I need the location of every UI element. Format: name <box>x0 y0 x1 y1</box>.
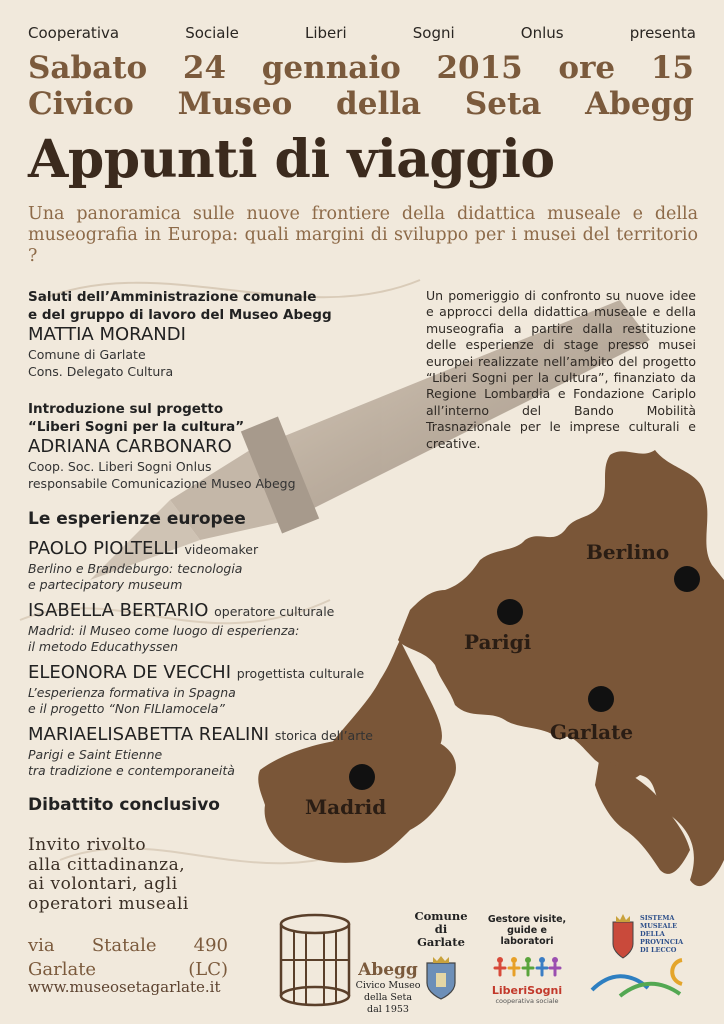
speaker-role: Comune di Garlate <box>28 347 146 362</box>
address-word: 490 <box>193 935 228 956</box>
speaker-name: ADRIANA CARBONARO <box>28 436 232 457</box>
presenter-word: Onlus <box>520 24 564 42</box>
page-title: Appunti di viaggio <box>28 129 555 190</box>
talk-title: Parigi e Saint Etienne <box>28 747 163 762</box>
presenter-word: Liberi <box>305 24 347 42</box>
museum-logo-since: dal 1953 <box>367 1004 409 1015</box>
speaker-role: videomaker <box>184 542 259 557</box>
sistema-label: DELLA PROVINCIA <box>640 930 684 946</box>
city-label-madrid: Madrid <box>305 795 387 819</box>
date-word: gennaio <box>261 50 401 86</box>
venue-word: Abegg <box>585 86 694 122</box>
museum-logo-icon <box>276 912 354 1010</box>
venue-word: Museo <box>177 86 293 122</box>
speaker-role: Cons. Delegato Cultura <box>28 364 174 379</box>
speaker-name: PAOLO PIOLTELLI <box>28 538 179 559</box>
invite-line <box>28 836 228 856</box>
closing-title: Dibattito conclusivo <box>28 795 220 815</box>
lake-waves-icon <box>590 950 698 1002</box>
speaker-name: MATTIA MORANDI <box>28 324 186 345</box>
speaker-role: Coop. Soc. Liberi Sogni Onlus <box>28 459 212 474</box>
event-venue <box>28 86 694 122</box>
speaker-name: ISABELLA BERTARIO <box>28 600 209 621</box>
comune-label: di Garlate <box>417 922 465 949</box>
gestore-label: guide e laboratori <box>500 925 554 947</box>
date-word: ore <box>558 50 616 86</box>
speaker-block <box>28 600 408 655</box>
address-word: Statale <box>91 935 157 956</box>
city-label-parigi: Parigi <box>464 630 532 654</box>
speaker-role: responsabile Comunicazione Museo Abegg <box>28 476 296 491</box>
liberi-sogni-sub: cooperativa sociale <box>495 997 559 1005</box>
city-marker-berlino <box>674 566 700 592</box>
section-title: Le esperienze europee <box>28 509 246 529</box>
greetings-block <box>28 288 408 380</box>
speaker-block <box>28 662 408 717</box>
coat-of-arms-icon <box>421 953 461 1001</box>
date-word: 2015 <box>436 50 523 86</box>
speaker-name: MARIAELISABETTA REALINI <box>28 724 270 745</box>
invitation-text <box>28 836 228 914</box>
venue-word: Seta <box>464 86 542 122</box>
invite-line: alla cittadinanza, <box>28 854 186 875</box>
speaker-block <box>28 538 408 593</box>
talk-title: Madrid: il Museo come luogo di esperienza: <box>28 623 300 638</box>
page-subtitle: Una panoramica sulle nuove frontiere della didattica museale e della museografia in Europa: quali margini di sviluppo per i musei del territorio ? <box>28 204 698 266</box>
gestore-logo <box>484 914 570 1005</box>
presenter-word: Sogni <box>412 24 455 42</box>
liberi-sogni-logo-text: LiberiSogni <box>491 984 563 997</box>
invite-line: operatori museali <box>28 893 189 914</box>
address-word: (LC) <box>188 959 228 980</box>
date-word: 15 <box>650 50 694 86</box>
city-label-berlino: Berlino <box>586 540 670 564</box>
invite-line-text: Invito rivolto <box>28 835 147 855</box>
presenter-word: Cooperativa <box>28 24 120 42</box>
venue-word: Civico <box>28 86 134 122</box>
speaker-role: storica dell’arte <box>274 728 373 743</box>
sistema-label: DI LECCO <box>640 946 677 954</box>
museum-logo-name: Abegg <box>358 960 418 980</box>
speaker-name: ELEONORA DE VECCHI <box>28 662 232 683</box>
talk-title: L’esperienza formativa in Spagna <box>28 685 236 700</box>
presenter-line <box>28 24 696 42</box>
sistema-label: SISTEMA MUSEALE <box>640 914 678 930</box>
city-marker-parigi <box>497 599 523 625</box>
date-word: Sabato <box>28 50 148 86</box>
city-marker-garlate <box>588 686 614 712</box>
museum-logo-sub: Civico Museo della Seta <box>355 980 421 1003</box>
intro-heading: “Liberi Sogni per la cultura” <box>28 419 245 435</box>
address <box>28 934 228 982</box>
talk-title: Berlino e Brandeburgo: tecnologia <box>28 561 243 576</box>
intro-heading: Introduzione sul progetto <box>28 401 224 417</box>
intro-talk-block <box>28 400 408 492</box>
invite-line: ai volontari, agli <box>28 874 178 894</box>
talk-title: il metodo Educathyssen <box>28 639 179 654</box>
presenter-word: Sociale <box>185 24 239 42</box>
talk-title: e partecipatory museum <box>28 577 183 592</box>
city-marker-madrid <box>349 764 375 790</box>
speaker-role: progettista culturale <box>236 666 365 681</box>
talk-title: e il progetto “Non FILIamocela” <box>28 701 225 716</box>
gestore-label: Gestore visite, <box>487 914 567 925</box>
greetings-heading: e del gruppo di lavoro del Museo Abegg <box>28 307 332 323</box>
greetings-heading: Saluti dell’Amministrazione comunale <box>28 289 317 305</box>
venue-word: della <box>336 86 422 122</box>
address-word: via <box>28 935 55 956</box>
intro-paragraph: Un pomeriggio di confronto su nuove idee e approcci della didattica museale e della museografia a partire dalla restituzione delle esperienze di stage presso musei europei realizzate nell’ambito del progetto “Liberi Sogni per la cultura”, finanziato da Regione Lombardia e Fondazione Cariplo all’interno del Bando Mobilità Trasnazionale per le imprese culturali e creative. <box>426 288 696 451</box>
people-icon <box>492 955 562 981</box>
talk-title: tra tradizione e contemporaneità <box>28 763 235 778</box>
speaker-role: operatore culturale <box>214 604 335 619</box>
comune-label: Comune <box>414 909 468 923</box>
date-word: 24 <box>182 50 227 86</box>
address-word: Garlate <box>28 959 97 980</box>
website-link[interactable]: www.museosetagarlate.it <box>28 978 221 996</box>
comune-logo <box>410 910 472 1005</box>
event-date <box>28 50 694 86</box>
presenter-word: presenta <box>629 24 696 42</box>
city-label-garlate: Garlate <box>550 720 634 744</box>
